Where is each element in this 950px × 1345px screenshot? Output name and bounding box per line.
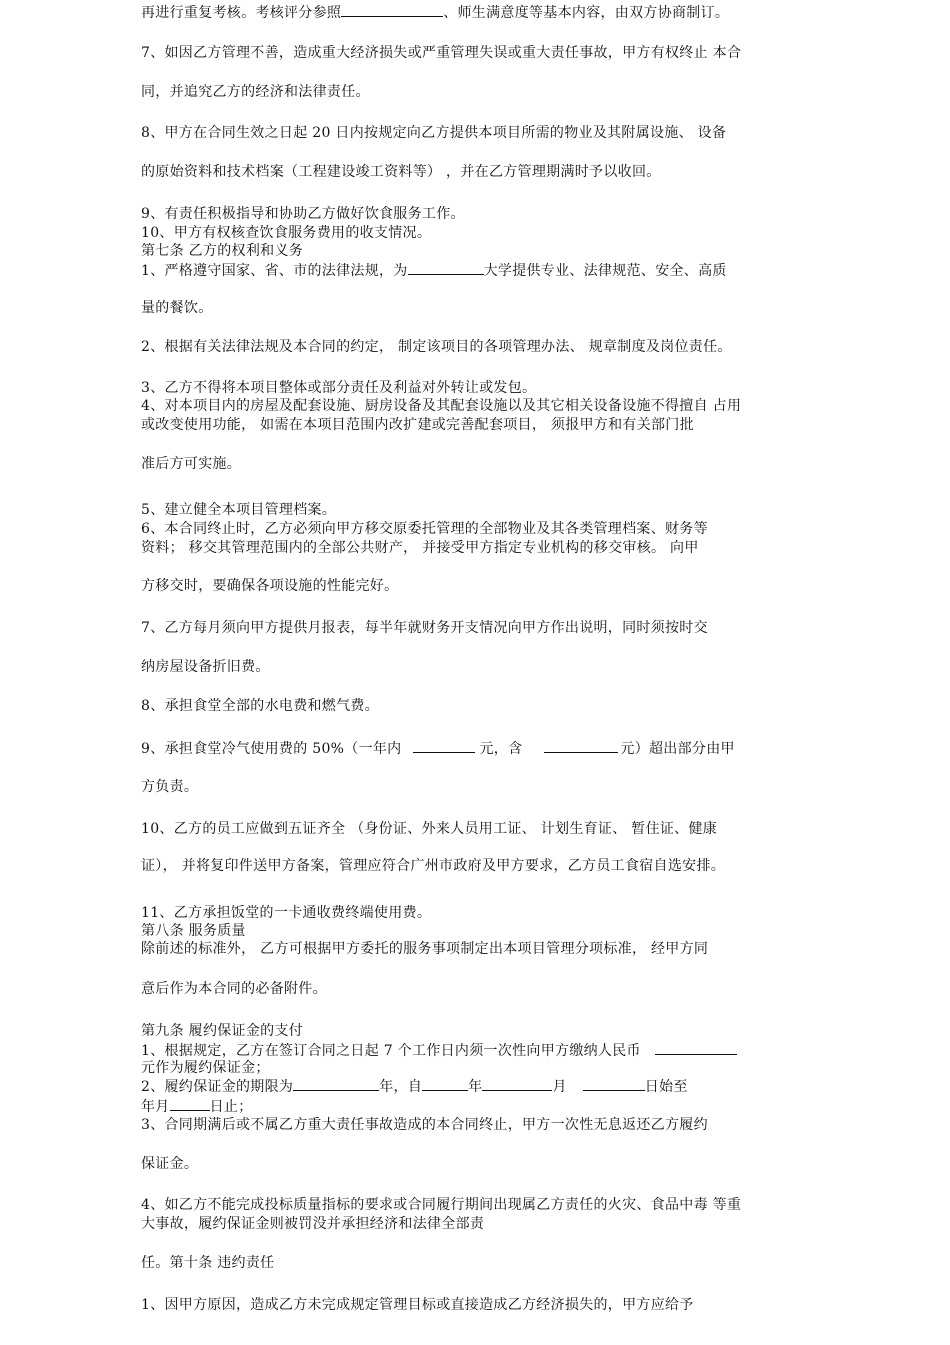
clause-6-tail: 再进行重复考核。考核评分参照 、师生满意度等基本内容，由双方协商制订。: [141, 5, 730, 21]
blank-field: [413, 739, 475, 753]
article-7-item-7-line-1: 7、乙方每月须向甲方提供月报表，每半年就财务开支情况向甲方作出说明，同时须按时交: [141, 620, 708, 636]
article-8-line-2: 意后作为本合同的必备附件。: [141, 981, 327, 997]
article-7-item-1-line-1: 1、严格遵守国家、省、市的法律法规，为 大学提供专业、法律规范、安全、高质: [141, 263, 727, 279]
article-10-item-1-line-1: 1、因甲方原因，造成乙方未完成规定管理目标或直接造成乙方经济损失的，甲方应给予: [141, 1297, 694, 1313]
blank-field: [583, 1077, 645, 1091]
clause-8-line-2: 的原始资料和技术档案（工程建设竣工资料等） ，并在乙方管理期满时予以收回。: [141, 164, 661, 180]
article-7-item-2: 2、根据有关法律法规及本合同的约定， 制定该项目的各项管理办法、 规章制度及岗位责任。: [141, 339, 732, 355]
blank-field: [408, 261, 484, 275]
article-7-item-4-line-2: 或改变使用功能， 如需在本项目范围内改扩建或完善配套项目， 须报甲方和有关部门批: [141, 417, 694, 433]
article-8-line-1: 除前述的标准外， 乙方可根据甲方委托的服务事项制定出本项目管理分项标准， 经甲方同: [141, 941, 709, 957]
article-7-item-4-line-3: 准后方可实施。: [141, 456, 242, 472]
clause-7-line-2: 同，并追究乙方的经济和法律责任。: [141, 84, 370, 100]
blank-field: [482, 1077, 552, 1091]
article-8-title: 第八条 服务质量: [141, 923, 246, 939]
article-7-item-3: 3、乙方不得将本项目整体或部分责任及利益对外转让或发包。: [141, 380, 537, 396]
article-9-item-1-line-2: 元作为履约保证金；: [141, 1060, 270, 1076]
blank-field: [544, 739, 618, 753]
clause-10: 10、甲方有权核查饮食服务费用的收支情况。: [141, 225, 432, 241]
article-7-item-8: 8、承担食堂全部的水电费和燃气费。: [141, 698, 380, 714]
article-9-item-3-line-2: 保证金。: [141, 1156, 199, 1172]
article-7-item-9-line-2: 方负责。: [141, 779, 199, 795]
article-7-item-1-line-2: 量的餐饮。: [141, 300, 213, 316]
article-7-item-7-line-2: 纳房屋设备折旧费。: [141, 659, 270, 675]
clause-8-line-1: 8、甲方在合同生效之日起 20 日内按规定向乙方提供本项目所需的物业及其附属设施、 设备: [141, 125, 727, 141]
article-7-item-10-line-2: 证）， 并将复印件送甲方备案，管理应符合广州市政府及甲方要求，乙方员工食宿自选安排。: [141, 858, 726, 874]
blank-field: [170, 1097, 210, 1111]
blank-field: [655, 1041, 737, 1055]
article-7-item-6-line-3: 方移交时，要确保各项设施的性能完好。: [141, 578, 399, 594]
article-9-item-3-line-1: 3、合同期满后或不属乙方重大责任事故造成的本合同终止，甲方一次性无息返还乙方履约: [141, 1117, 708, 1133]
article-9-title: 第九条 履约保证金的支付: [141, 1023, 304, 1039]
article-9-item-2-line-2: 年月 日止；: [141, 1099, 253, 1115]
article-7-title: 第七条 乙方的权利和义务: [141, 243, 304, 259]
article-9-item-4-line-3: 任。第十条 违约责任: [141, 1255, 275, 1271]
article-7-item-9-line-1: 9、承担食堂冷气使用费的 50%（一年内 元，含 元）超出部分由甲: [141, 741, 735, 757]
blank-field: [293, 1077, 379, 1091]
article-9-item-4-line-2: 大事故，履约保证金则被罚没并承担经济和法律全部责: [141, 1216, 485, 1232]
article-7-item-6-line-2: 资料； 移交其管理范围内的全部公共财产， 并接受甲方指定专业机构的移交审核。 向甲: [141, 540, 699, 556]
article-7-item-11: 11、乙方承担饭堂的一卡通收费终端使用费。: [141, 905, 432, 921]
article-9-item-2-line-1: 2、履约保证金的期限为 年，自 年 月 日始至: [141, 1079, 688, 1095]
article-9-item-4-line-1: 4、如乙方不能完成投标质量指标的要求或合同履行期间出现属乙方责任的火灾、食品中毒 等重: [141, 1197, 742, 1213]
clause-7-line-1: 7、如因乙方管理不善，造成重大经济损失或严重管理失误或重大责任事故，甲方有权终止 本合: [141, 45, 742, 61]
article-9-item-1-line-1: 1、根据规定，乙方在签订合同之日起 7 个工作日内须一次性向甲方缴纳人民币: [141, 1041, 737, 1059]
blank-field: [341, 3, 443, 17]
article-7-item-10-line-1: 10、乙方的员工应做到五证齐全 （身份证、外来人员用工证、 计划生育证、 暂住证、健康: [141, 821, 718, 837]
blank-field: [422, 1077, 468, 1091]
article-7-item-6-line-1: 6、本合同终止时，乙方必须向甲方移交原委托管理的全部物业及其各类管理档案、财务等: [141, 521, 708, 537]
article-7-item-5: 5、建立健全本项目管理档案。: [141, 502, 337, 518]
clause-9: 9、有责任积极指导和协助乙方做好饮食服务工作。: [141, 206, 465, 222]
article-7-item-4-line-1: 4、对本项目内的房屋及配套设施、厨房设备及其配套设施以及其它相关设备设施不得擅自 占用: [141, 398, 742, 414]
